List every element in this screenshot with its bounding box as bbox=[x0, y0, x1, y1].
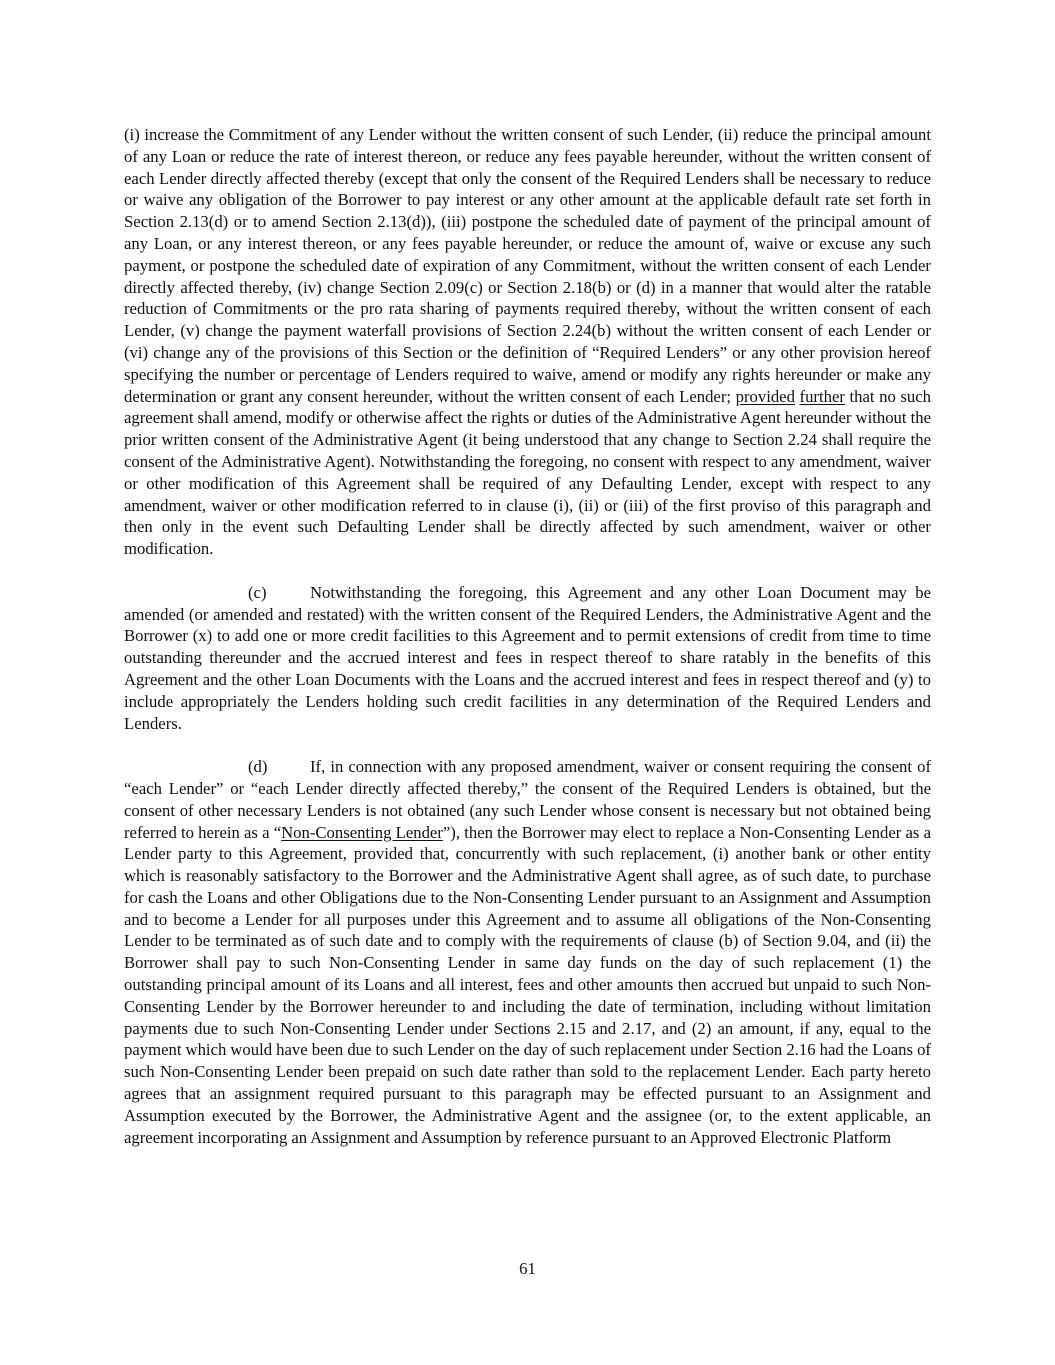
paragraph-c bbox=[124, 582, 931, 735]
provided-term: provided bbox=[735, 386, 795, 406]
further-term: further bbox=[799, 386, 845, 406]
paragraph-d bbox=[124, 756, 931, 1148]
document-body bbox=[124, 124, 931, 1148]
paragraph-text: If, in connection with any proposed amendment, waiver or consent requiring the consent of “each Lender” or “each Lender directly affected thereby,” the consent of the Required Lenders is obtained, but the consent of other necessary Lenders is not obtained (any such Lender whose consent is necessary but not obtained being referred to herein as a “ bbox=[124, 757, 931, 842]
defined-term-non-consenting-lender: Non-Consenting Lender bbox=[281, 822, 443, 842]
page-number: 61 bbox=[519, 1259, 536, 1278]
clause-label-d: (d) bbox=[248, 757, 268, 777]
paragraph-amendment-provisions bbox=[124, 124, 931, 560]
clause-label-c: (c) bbox=[248, 582, 267, 602]
paragraph-text: (i) increase the Commitment of any Lender without the written consent of such Lender, (ii) reduce the principal amount of any Loan or reduce the rate of interest thereon, or reduce any fees payable hereunder, without the written consent of each Lender directly affected thereby (except that only the consent of the Required Lenders shall be necessary to reduce or waive any obligation of the Borrower to pay interest or any other amount at the applicable default rate set forth in Section 2.13(d) or to amend Section 2.13(d)), (iii) postpone the scheduled date of payment of the principal amount of any Loan, or any interest thereon, or any fees payable hereunder, or reduce the amount of, waive or excuse any such payment, or postpone the scheduled date of expiration of any Commitment, without the written consent of each Lender directly affected thereby, (iv) change Section 2.09(c) or Section 2.18(b) or (d) in a manner that would alter the ratable reduction of Commitments or the pro rata sharing of payments required thereby, without the written consent of each Lender, (v) change the payment waterfall provisions of Section 2.24(b) without the written consent of each Lender or (vi) change any of the provisions of this Section or the definition of “Required Lenders” or any other provision hereof specifying the number or percentage of Lenders required to waive, amend or modify any rights hereunder or make any determination or grant any consent hereunder, without the written consent of each Lender; bbox=[124, 125, 931, 406]
paragraph-text: ”), then the Borrower may elect to replace a Non-Consenting Lender as a Lender party to this Agreement, provided that, concurrently with such replacement, (i) another bank or other entity which is reasonably satisfactory to the Borrower and the Administrative Agent shall agree, as of such date, to purchase for cash the Loans and other Obligations due to the Non-Consenting Lender pursuant to an Assignment and Assumption and to become a Lender for all purposes under this Agreement and to assume all obligations of the Non-Consenting Lender to be terminated as of such date and to comply with the requirements of clause (b) of Section 9.04, and (ii) the Borrower shall pay to such Non-Consenting Lender in same day funds on the day of such replacement (1) the outstanding principal amount of its Loans and all interest, fees and other amounts then accrued but unpaid to such Non-Consenting Lender by the Borrower hereunder to and including the date of termination, including without limitation payments due to such Non-Consenting Lender under Sections 2.15 and 2.17, and (2) an amount, if any, equal to the payment which would have been due to such Lender on the day of such replacement under Section 2.16 had the Loans of such Non-Consenting Lender been prepaid on such date rather than sold to the replacement Lender. Each party hereto agrees that an assignment required pursuant to this paragraph may be effected pursuant to an Assignment and Assumption executed by the Borrower, the Administrative Agent and the assignee (or, to the extent applicable, an agreement incorporating an Assignment and Assumption by reference pursuant to an Approved Electronic Platform bbox=[124, 822, 931, 1147]
paragraph-text: Notwithstanding the foregoing, this Agreement and any other Loan Document may be amended (or amended and restated) with the written consent of the Required Lenders, the Administrative Agent and the Borrower (x) to add one or more credit facilities to this Agreement and to permit extensions of credit from time to time outstanding thereunder and the accrued interest and fees in respect thereof to share ratably in the benefits of this Agreement and the other Loan Documents with the Loans and the accrued interest and fees in respect thereof and (y) to include appropriately the Lenders holding such credit facilities in any determination of the Required Lenders and Lenders. bbox=[124, 582, 931, 733]
paragraph-text: that no such agreement shall amend, modify or otherwise affect the rights or duties of the Administrative Agent hereunder without the prior written consent of the Administrative Agent (it being understood that any change to Section 2.24 shall require the consent of the Administrative Agent). Notwithstanding the foregoing, no consent with respect to any amendment, waiver or other modification of this Agreement shall be required of any Defaulting Lender, except with respect to any amendment, waiver or other modification referred to in clause (i), (ii) or (iii) of the first proviso of this paragraph and then only in the event such Defaulting Lender shall be directly affected by such amendment, waiver or other modification. bbox=[124, 386, 931, 559]
